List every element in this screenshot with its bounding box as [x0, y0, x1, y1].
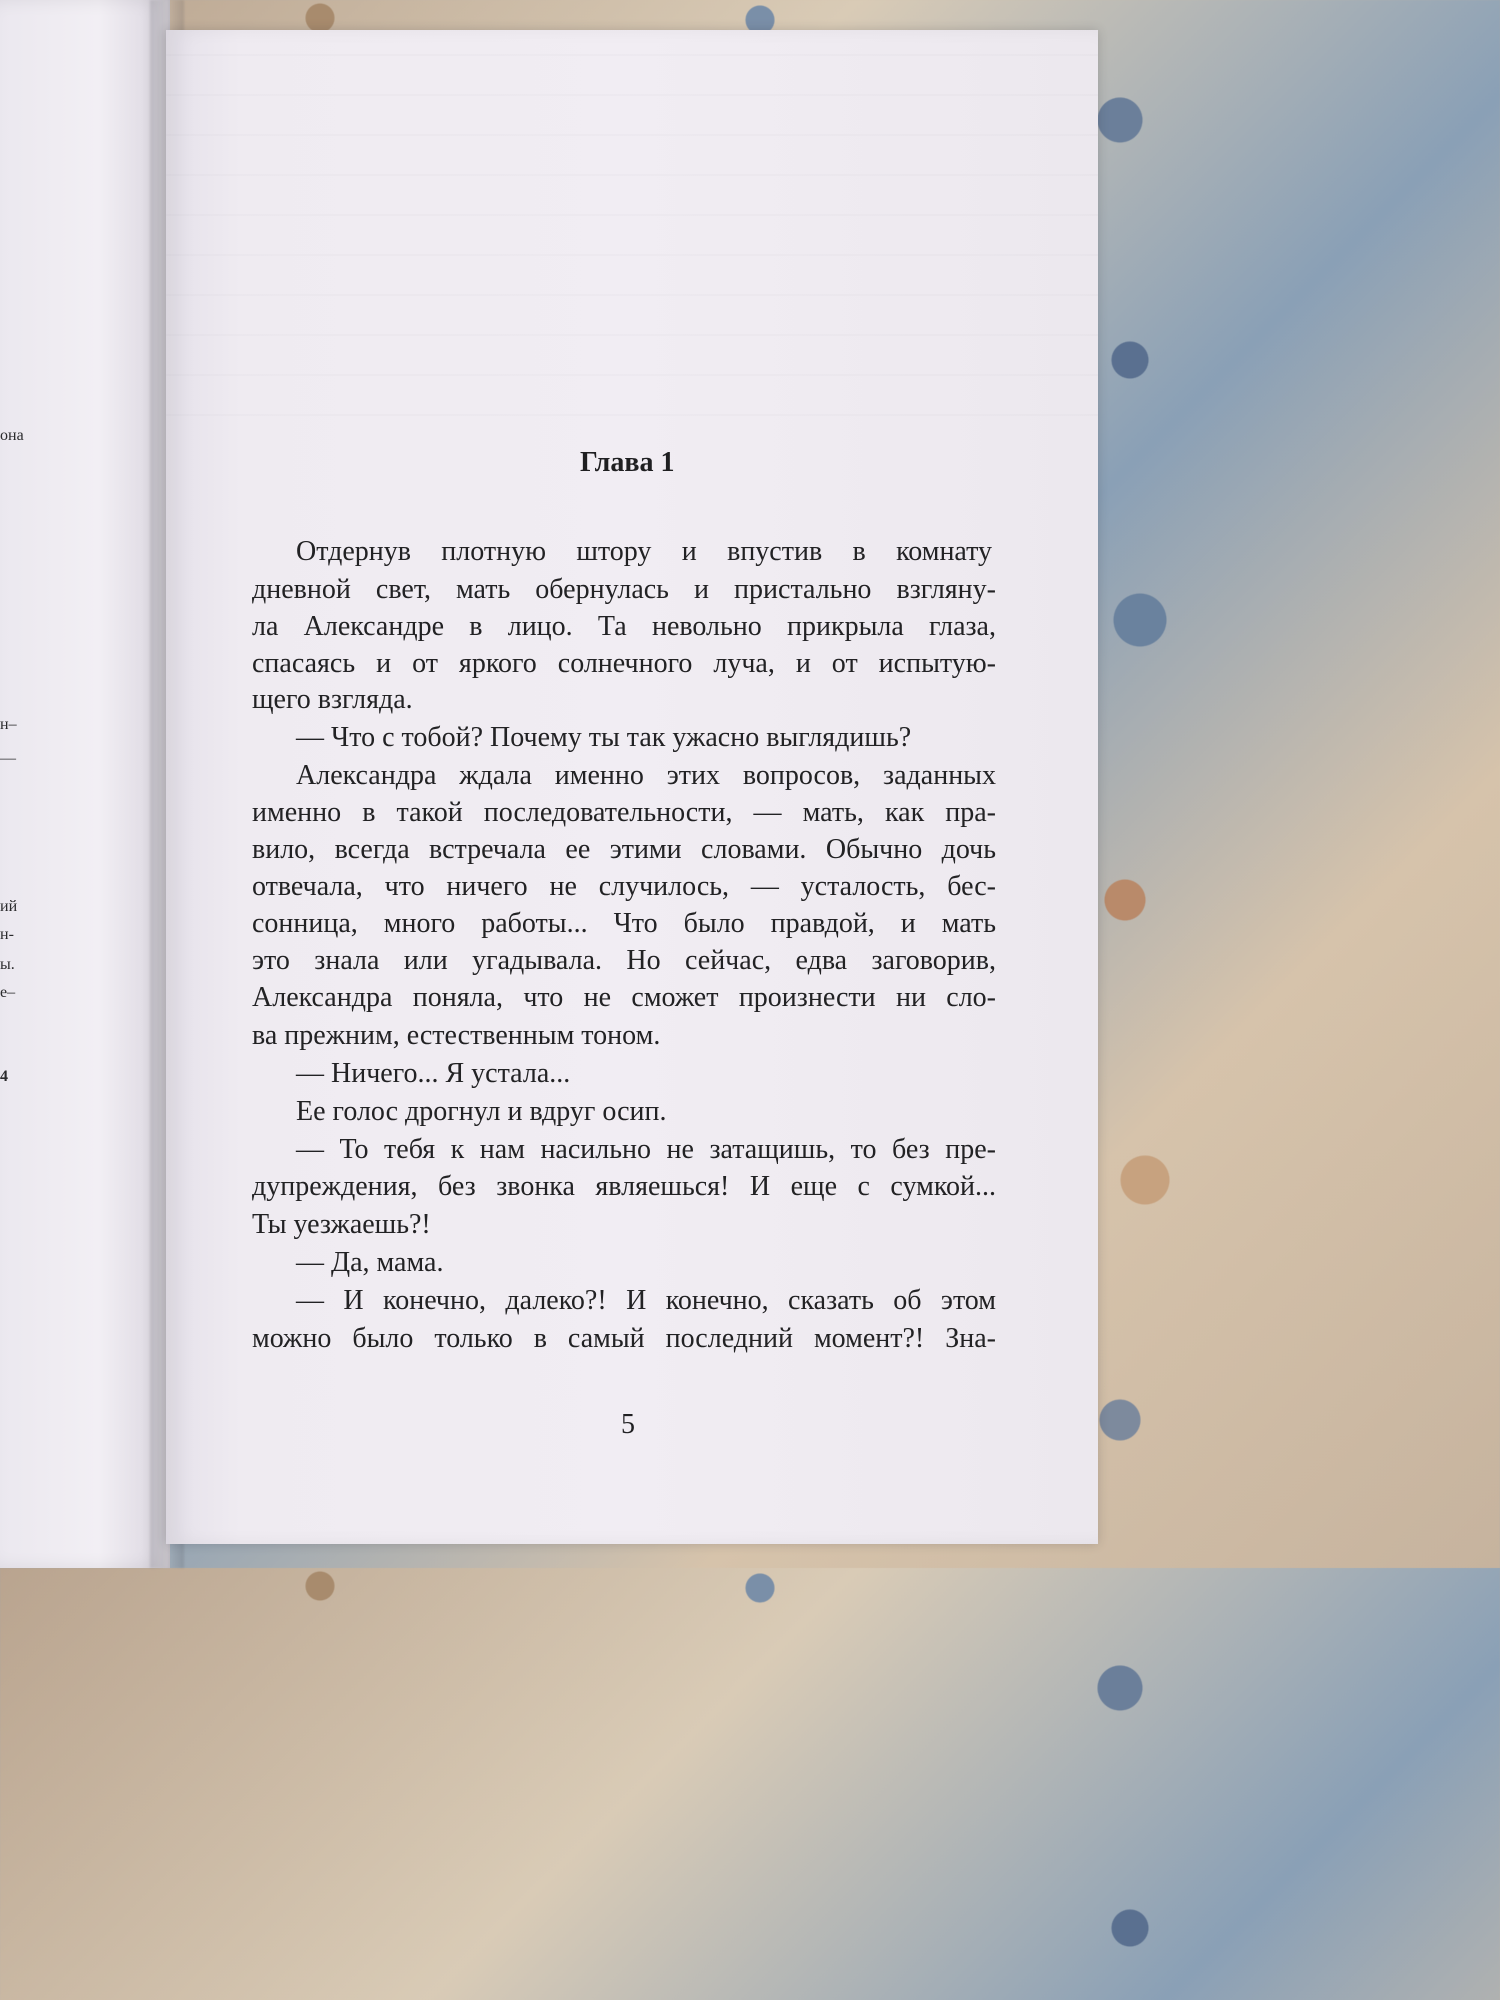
text-line: вило, всегда встречала ее этими словами. Обычно дочь — [252, 834, 996, 865]
text-line: Ее голос дрогнул и вдруг осип. — [296, 1096, 667, 1127]
left-margin-fragment: е– — [0, 984, 16, 1001]
left-margin-fragment: н- — [0, 926, 14, 943]
text-line: отвечала, что ничего не случилось, — усталость, бес- — [252, 871, 996, 902]
text-line: именно в такой последовательности, — мать, как пра- — [252, 797, 996, 828]
text-line: — Да, мама. — [296, 1247, 444, 1278]
left-margin-fragment: н– — [0, 716, 17, 733]
text-line: дневной свет, мать обернулась и пристально взгляну- — [252, 574, 996, 605]
chapter-title: Глава 1 — [580, 447, 675, 478]
left-margin-fragment: — — [0, 750, 16, 767]
text-line: — То тебя к нам насильно не затащишь, то без пре- — [296, 1134, 996, 1165]
left-margin-fragment: 4 — [0, 1068, 8, 1085]
text-line: ва прежним, естественным тоном. — [252, 1020, 661, 1051]
text-line: — Ничего... Я устала... — [296, 1058, 571, 1089]
text-line: сонница, много работы... Что было правдой, и мать — [252, 908, 996, 939]
text-line: ла Александре в лицо. Та невольно прикрыла глаза, — [252, 611, 996, 642]
text-line: — Что с тобой? Почему ты так ужасно выглядишь? — [296, 722, 912, 753]
left-page — [0, 0, 170, 1568]
text-line: Ты уезжаешь?! — [252, 1209, 431, 1240]
text-line: щего взгляда. — [252, 684, 413, 715]
left-margin-fragment: ий — [0, 898, 18, 915]
text-line: Отдернув плотную штору и впустив в комнату — [296, 536, 992, 567]
left-margin-fragment: ы. — [0, 956, 15, 973]
text-line: Александра ждала именно этих вопросов, заданных — [296, 760, 996, 791]
text-line: можно было только в самый последний момент?! Зна- — [252, 1323, 996, 1354]
page-number: 5 — [621, 1409, 635, 1440]
left-margin-fragment: она — [0, 427, 24, 444]
text-line: — И конечно, далеко?! И конечно, сказать об этом — [296, 1285, 996, 1316]
text-line: спасаясь и от яркого солнечного луча, и от испытую- — [252, 648, 996, 679]
text-line: Александра поняла, что не сможет произнести ни сло- — [252, 982, 996, 1013]
text-line: это знала или угадывала. Но сейчас, едва заговорив, — [252, 945, 996, 976]
text-line: дупреждения, без звонка являешься! И еще с сумкой... — [252, 1171, 996, 1202]
